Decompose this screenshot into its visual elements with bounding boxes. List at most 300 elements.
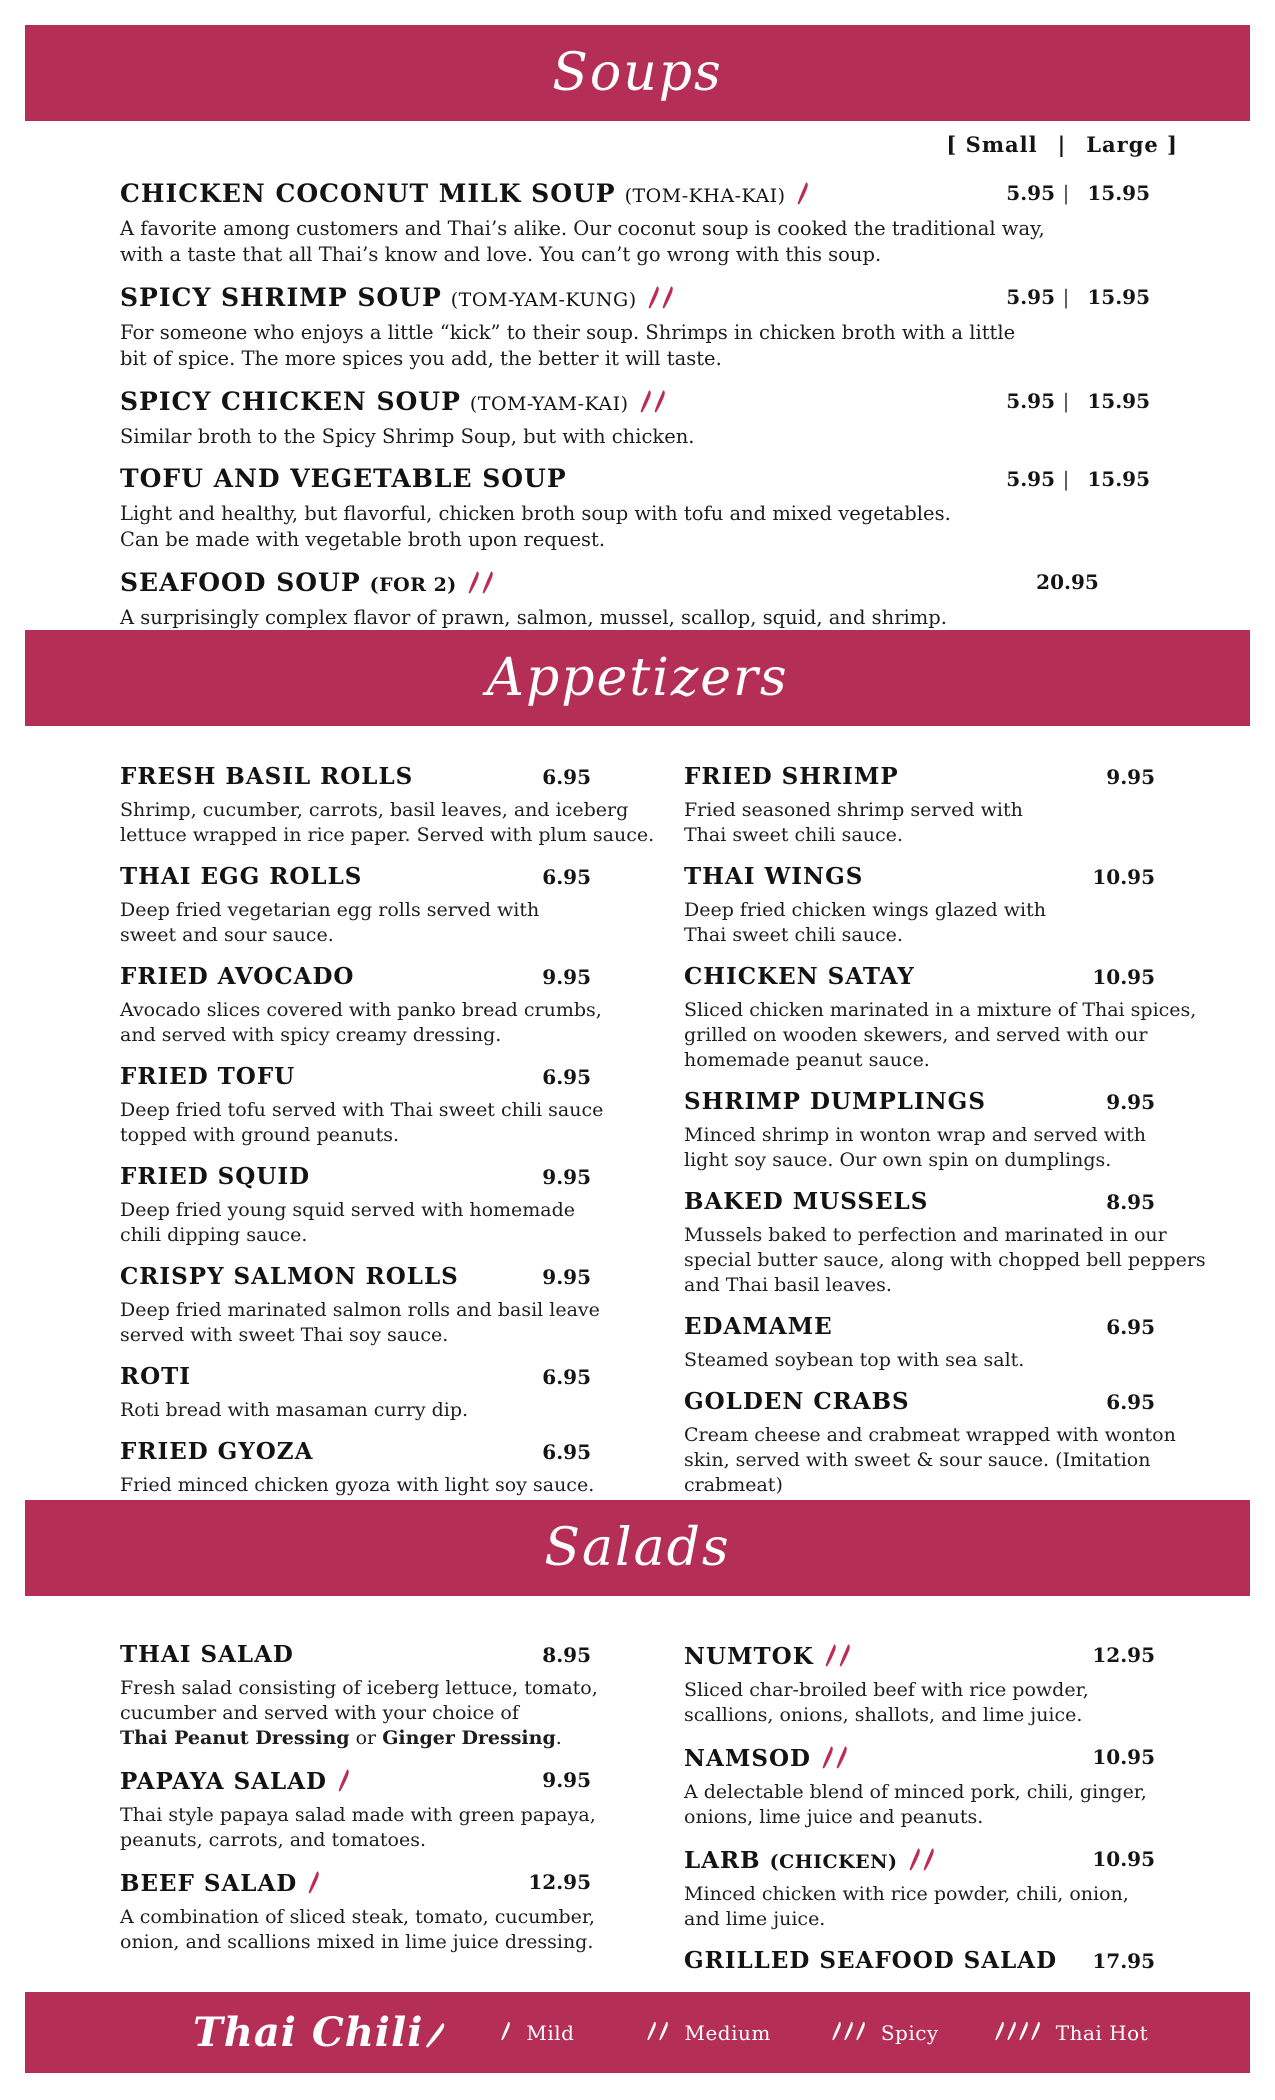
price: 6.95 [542, 1365, 591, 1389]
menu-item-header [684, 962, 1155, 994]
menu-item-header [684, 762, 1155, 794]
chili-pepper-icon [646, 2021, 656, 2042]
menu-item-header [684, 1087, 1155, 1119]
legend-item-mild [500, 2020, 574, 2045]
price-small: 5.95 [1006, 181, 1055, 205]
menu-item-title [120, 464, 567, 497]
item-description-line: with a taste that all Thai’s know and love. You can’t go wrong with this soup. [120, 243, 882, 266]
item-description-line: peanuts, carrots, and tomatoes. [120, 1829, 427, 1851]
menu-item-description [120, 1398, 591, 1423]
menu-item-header [120, 1262, 591, 1294]
size-header-separator: | [1057, 132, 1067, 157]
menu-item-name: NAMSOD [684, 1745, 811, 1772]
menu-item [120, 1262, 600, 1348]
price: 9.95 [542, 1165, 591, 1189]
item-description-line: lettuce wrapped in rice paper. Served with plum sauce. [120, 824, 655, 846]
menu-item [684, 762, 1155, 848]
price: 10.95 [1092, 965, 1155, 989]
price: 9.95 [1106, 1090, 1155, 1114]
price: 8.95 [542, 1643, 591, 1667]
spice-level-indicator [824, 1640, 852, 1674]
price-small: 5.95 [1006, 285, 1055, 309]
menu-item-description [120, 898, 591, 948]
spice-level-indicator [647, 282, 675, 316]
section-title-appetizers: Appetizers [486, 648, 789, 708]
item-description-line [120, 1726, 591, 1751]
menu-item-title [120, 1162, 310, 1194]
desc-bold-segment: Ginger Dressing [382, 1727, 556, 1749]
item-description-line: sweet and sour sauce. [120, 924, 334, 946]
price-small: 5.95 [1006, 467, 1055, 491]
chili-pepper-icon [661, 286, 673, 310]
menu-item-title [120, 962, 354, 994]
item-description-line: chili dipping sauce. [120, 1224, 308, 1246]
menu-item-name: SPICY SHRIMP SOUP [120, 283, 442, 312]
item-description-line: light soy sauce. Our own spin on dumplings. [684, 1149, 1112, 1171]
item-description-line: Deep fried marinated salmon rolls and basil leave [120, 1299, 600, 1321]
menu-item-title [684, 1312, 833, 1344]
logo-text: Thai Chili [193, 2009, 424, 2056]
spice-level-indicator [307, 1867, 321, 1901]
menu-item-subname: (CHICKEN) [769, 1851, 898, 1873]
menu-item-subname: (TOM-KHA-KAI) [624, 185, 786, 207]
appetizers-column-2 [684, 762, 1206, 1512]
item-description-line: Mussels baked to perfection and marinated in our [684, 1224, 1167, 1246]
menu-item-name: FRIED SHRIMP [684, 763, 899, 790]
menu-item-name: FRIED GYOZA [120, 1438, 314, 1465]
chili-pepper-icon [796, 182, 808, 206]
menu-item-title [120, 1362, 191, 1394]
menu-item [120, 1437, 595, 1498]
menu-item-header [120, 567, 1150, 601]
item-description-line: onions, lime juice and peanuts. [684, 1806, 984, 1828]
legend-item-medium [646, 2020, 770, 2045]
legend-label: Thai Hot [1055, 2020, 1149, 2045]
menu-item [684, 962, 1197, 1073]
menu-item-title [684, 1946, 1057, 1978]
menu-item [684, 1844, 1155, 1932]
menu-item-description [120, 1905, 595, 1955]
menu-item [120, 1765, 596, 1853]
item-description-line: Thai sweet chili sauce. [684, 924, 903, 946]
menu-item-header [120, 962, 591, 994]
menu-item [684, 1187, 1206, 1298]
price-large: 15.95 [1087, 389, 1150, 413]
menu-item-name: GRILLED SEAFOOD SALAD [684, 1947, 1058, 1974]
price: 6.95 [1106, 1315, 1155, 1339]
menu-item-subname: (TOM-YAM-KAI) [469, 393, 629, 415]
menu-item-description [684, 1348, 1155, 1373]
item-description-line: Roti bread with masaman curry dip. [120, 1399, 469, 1421]
item-description-line: skin, served with sweet & sour sauce. (Imitation [684, 1449, 1151, 1471]
menu-item-description [684, 1678, 1155, 1728]
menu-item-description [120, 501, 1150, 553]
chili-pepper-icon [821, 1746, 833, 1770]
spice-level-indicator [821, 1742, 849, 1776]
price-row [985, 282, 1150, 312]
item-description-line: Thai sweet chili sauce. [684, 824, 903, 846]
menu-item-header [120, 1437, 591, 1469]
item-description-line: and lime juice. [684, 1908, 826, 1930]
price-small: 5.95 [1006, 389, 1055, 413]
price: 17.95 [1092, 1949, 1155, 1973]
chili-pepper-icon [835, 1746, 847, 1770]
menu-item-header [120, 1062, 591, 1094]
item-description-line: homemade peanut sauce. [684, 1049, 930, 1071]
menu-item [684, 862, 1155, 948]
menu-item-name: LARB [684, 1847, 761, 1874]
menu-item-header [120, 282, 1150, 316]
menu-item-header [120, 1867, 591, 1901]
menu-item-description [120, 1803, 596, 1853]
price-large: 15.95 [1087, 285, 1150, 309]
menu-item-header [684, 862, 1155, 894]
menu-item [120, 282, 1150, 372]
section-banner-appetizers [25, 630, 1250, 726]
menu-item-description [684, 1123, 1155, 1173]
chili-pepper-icon [307, 1871, 319, 1895]
menu-item-description [120, 998, 602, 1048]
menu-item-title [120, 1062, 295, 1094]
item-description-line: bit of spice. The more spices you add, the better it will taste. [120, 347, 722, 370]
menu-item-header [120, 386, 1150, 420]
menu-item [684, 1946, 1155, 1978]
menu-item [120, 386, 1150, 450]
menu-item-name: FRIED AVOCADO [120, 963, 355, 990]
chili-pepper-icon [843, 2021, 853, 2042]
legend-label: Medium [684, 2020, 771, 2045]
item-description-line: A favorite among customers and Thai’s alike. Our coconut soup is cooked the traditional way, [120, 217, 1045, 240]
chili-pepper-icon [994, 2021, 1004, 2042]
menu-item-name: SPICY CHICKEN SOUP [120, 387, 461, 416]
menu-item-description [684, 998, 1197, 1073]
price: 9.95 [542, 1265, 591, 1289]
section-title-salads: Salads [544, 1518, 731, 1578]
item-description-line: and Thai basil leaves. [684, 1274, 892, 1296]
menu-item-description [684, 1423, 1176, 1498]
menu-item [684, 1742, 1155, 1830]
menu-item [120, 1362, 591, 1423]
item-description-line: Can be made with vegetable broth upon request. [120, 528, 606, 551]
chili-pepper-icon [855, 2021, 865, 2042]
menu-item-name: ROTI [120, 1363, 192, 1390]
menu-item-description [120, 1473, 595, 1498]
menu-item-name: THAI SALAD [120, 1641, 294, 1668]
salads-columns [120, 1640, 1155, 1992]
chili-pepper-icon [908, 1848, 920, 1872]
item-description-line: For someone who enjoys a little “kick” to their soup. Shrimps in chicken broth with a little [120, 321, 1016, 344]
chili-pepper-icon [1006, 2021, 1016, 2042]
menu-item-header [120, 1640, 591, 1672]
desc-segment: . [555, 1727, 562, 1749]
chili-pepper-icon [500, 2021, 510, 2042]
spice-level-indicator [467, 567, 495, 601]
menu-item [120, 464, 1150, 553]
chili-pepper-icon [1030, 2021, 1040, 2042]
legend-label: Spicy [880, 2020, 939, 2045]
menu-item-header [684, 1742, 1155, 1776]
menu-item-description [120, 1098, 604, 1148]
menu-item-name: TOFU AND VEGETABLE SOUP [120, 464, 567, 493]
menu-item-description [120, 320, 1150, 372]
chili-pepper-icon [337, 1769, 349, 1793]
item-description-line: served with sweet Thai soy sauce. [120, 1324, 449, 1346]
section-banner-salads [25, 1500, 1250, 1596]
chili-pepper-icon [831, 2021, 841, 2042]
item-description-line: Sliced chicken marinated in a mixture of Thai spices, [684, 999, 1197, 1021]
menu-item-description [684, 1882, 1155, 1932]
menu-item-description [120, 798, 655, 848]
menu-item-title [120, 1765, 351, 1799]
price-large: 15.95 [1087, 181, 1150, 205]
chili-pepper-icon [647, 286, 659, 310]
item-description-line: Fried seasoned shrimp served with [684, 799, 1023, 821]
menu-item [120, 1162, 591, 1248]
menu-item [120, 1867, 595, 1955]
soups-item-list [120, 178, 1150, 645]
menu-item-name: CHICKEN SATAY [684, 963, 915, 990]
price-separator: | [1062, 181, 1070, 205]
price: 10.95 [1092, 1847, 1155, 1871]
desc-segment: or [349, 1727, 383, 1749]
spice-legend [445, 2020, 1148, 2045]
menu-item-description [120, 605, 1150, 631]
price: 12.95 [528, 1870, 591, 1894]
legend-label: Mild [526, 2020, 575, 2045]
menu-item [120, 862, 591, 948]
item-description-line: Avocado slices covered with panko bread crumbs, [120, 999, 602, 1021]
item-description-line: Minced chicken with rice powder, chili, onion, [684, 1883, 1129, 1905]
spice-level-indicator [908, 1844, 936, 1878]
footer-banner [25, 1992, 1250, 2073]
desc-bold-segment: Thai Peanut Dressing [120, 1727, 350, 1749]
menu-item-title [120, 862, 362, 894]
menu-item [120, 962, 602, 1048]
menu-item-name: GOLDEN CRABS [684, 1388, 910, 1415]
item-description-line: Light and healthy, but flavorful, chicken broth soup with tofu and mixed vegetables. [120, 502, 951, 525]
item-description-line: Fried minced chicken gyoza with light soy sauce. [120, 1474, 595, 1496]
item-description-line: A delectable blend of minced pork, chili, ginger, [684, 1781, 1147, 1803]
spice-level-indicator [831, 2020, 867, 2045]
item-description-line: crabmeat) [684, 1474, 783, 1496]
menu-item-title [120, 386, 667, 420]
item-description-line: Minced shrimp in wonton wrap and served with [684, 1124, 1146, 1146]
item-description-line: Deep fried chicken wings glazed with [684, 899, 1046, 921]
price: 12.95 [1092, 1643, 1155, 1667]
price: 10.95 [1092, 865, 1155, 889]
menu-item-name: BAKED MUSSELS [684, 1188, 929, 1215]
item-description-line: scallions, onions, shallots, and lime juice. [684, 1704, 1083, 1726]
item-description-line: and served with spicy creamy dressing. [120, 1024, 502, 1046]
menu-item-header [120, 178, 1150, 212]
menu-item-description [120, 216, 1150, 268]
menu-item-title [684, 1640, 852, 1674]
menu-item-subname: (TOM-YAM-KUNG) [450, 289, 637, 311]
menu-item-name: CRISPY SALMON ROLLS [120, 1263, 459, 1290]
price-large: 15.95 [1087, 467, 1150, 491]
menu-item-header [120, 1362, 591, 1394]
item-description-line: Shrimp, cucumber, carrots, basil leaves, and iceberg [120, 799, 629, 821]
spice-level-indicator [994, 2020, 1042, 2045]
menu-item [684, 1312, 1155, 1373]
item-description-line: cucumber and served with your choice of [120, 1702, 519, 1724]
menu-item-title [684, 1387, 910, 1419]
chili-pepper-icon [1018, 2021, 1028, 2042]
menu-item-title [120, 282, 675, 316]
menu-item-description [684, 798, 1155, 848]
price-row [985, 464, 1150, 494]
spice-level-indicator [639, 386, 667, 420]
chili-pepper-icon [922, 1848, 934, 1872]
menu-item-description [120, 1198, 591, 1248]
menu-item [120, 1062, 604, 1148]
menu-item-title [120, 567, 495, 601]
size-header-large: Large ] [1086, 132, 1178, 157]
price-row [985, 386, 1150, 416]
menu-item [684, 1387, 1176, 1498]
salads-column-1 [120, 1640, 598, 1992]
menu-item-subname: (FOR 2) [369, 574, 457, 596]
menu-item-title [684, 1187, 928, 1219]
menu-item-name: FRIED SQUID [120, 1163, 311, 1190]
item-description-line: Deep fried vegetarian egg rolls served with [120, 899, 540, 921]
chili-pepper-icon [838, 1644, 850, 1668]
chili-pepper-icon [658, 2021, 668, 2042]
menu-item-header [120, 1162, 591, 1194]
price: 20.95 [1036, 570, 1099, 594]
price-row [985, 567, 1150, 597]
menu-item-header [684, 1640, 1155, 1674]
chili-pepper-icon [653, 390, 665, 414]
menu-item-header [120, 762, 591, 794]
price: 9.95 [1106, 765, 1155, 789]
menu-item-title [120, 178, 810, 212]
menu-item [120, 567, 1150, 631]
size-header [946, 132, 1178, 157]
spice-level-indicator [796, 178, 810, 212]
item-description-line: A surprisingly complex flavor of prawn, salmon, mussel, scallop, squid, and shrimp. [120, 606, 947, 629]
chili-pepper-icon [481, 571, 493, 595]
item-description-line: A combination of sliced steak, tomato, cucumber, [120, 1906, 595, 1928]
menu-item-header [684, 1844, 1155, 1878]
menu-item-description [684, 1780, 1155, 1830]
item-description-line: Sliced char-broiled beef with rice powder, [684, 1679, 1089, 1701]
spice-level-indicator [337, 1765, 351, 1799]
menu-item-header [684, 1387, 1155, 1419]
menu-item-header [120, 1765, 591, 1799]
menu-item-title [684, 962, 915, 994]
menu-item-description [120, 1298, 600, 1348]
chili-pepper-icon [467, 571, 479, 595]
menu-item [120, 1640, 598, 1751]
menu-item-title [684, 1742, 849, 1776]
menu-item-title [684, 1844, 936, 1878]
price: 6.95 [542, 1065, 591, 1089]
price-row [985, 178, 1150, 208]
restaurant-logo [193, 2009, 445, 2056]
menu-item-name: FRIED TOFU [120, 1063, 296, 1090]
menu-item-name: THAI EGG ROLLS [120, 863, 363, 890]
menu-item-header [684, 1187, 1155, 1219]
spice-level-indicator [500, 2020, 512, 2045]
price-separator: | [1062, 285, 1070, 309]
menu-item-name: THAI WINGS [684, 863, 864, 890]
price: 6.95 [542, 1440, 591, 1464]
appetizers-column-1 [120, 762, 655, 1512]
menu-item-name: PAPAYA SALAD [120, 1768, 328, 1795]
price-separator: | [1062, 389, 1070, 413]
salads-column-2 [684, 1640, 1155, 1992]
item-description-line: topped with ground peanuts. [120, 1124, 400, 1146]
chili-pepper-icon [824, 1644, 836, 1668]
menu-item-header [120, 464, 1150, 497]
menu-item-title [120, 1640, 294, 1672]
menu-item-title [684, 862, 863, 894]
menu-item [120, 762, 655, 848]
menu-item-description [684, 898, 1155, 948]
section-banner-soups [25, 25, 1250, 121]
menu-item-header [120, 862, 591, 894]
menu-item-title [684, 1087, 986, 1119]
price: 6.95 [1106, 1390, 1155, 1414]
menu-item-title [120, 1867, 321, 1901]
item-description-line: Steamed soybean top with sea salt. [684, 1349, 1025, 1371]
spice-level-indicator [646, 2020, 670, 2045]
item-description-line: Deep fried young squid served with homemade [120, 1199, 576, 1221]
menu-item-header [684, 1946, 1155, 1978]
item-description-line: Thai style papaya salad made with green papaya, [120, 1804, 596, 1826]
item-description-line: Deep fried tofu served with Thai sweet chili sauce [120, 1099, 604, 1121]
price: 6.95 [542, 765, 591, 789]
menu-item-description [120, 1676, 598, 1751]
chili-pepper-icon [639, 390, 651, 414]
appetizers-columns [120, 762, 1206, 1512]
menu-item-description [120, 424, 1150, 450]
menu-item-title [684, 762, 899, 794]
menu-item-name: CHICKEN COCONUT MILK SOUP [120, 179, 616, 208]
legend-item-spicy [831, 2020, 939, 2045]
item-description-line: onion, and scallions mixed in lime juice dressing. [120, 1931, 594, 1953]
price: 8.95 [1106, 1190, 1155, 1214]
item-description-line: Cream cheese and crabmeat wrapped with wonton [684, 1424, 1176, 1446]
menu-item [120, 178, 1150, 268]
price: 6.95 [542, 865, 591, 889]
price-separator: | [1062, 467, 1070, 491]
menu-item [684, 1640, 1155, 1728]
menu-item [684, 1087, 1155, 1173]
legend-item-thai-hot [994, 2020, 1148, 2045]
size-header-small: [ Small [946, 132, 1038, 157]
price: 10.95 [1092, 1745, 1155, 1769]
menu-item-header [684, 1312, 1155, 1344]
section-title-soups: Soups [552, 43, 723, 103]
menu-item-title [120, 1262, 459, 1294]
menu-item-title [120, 1437, 313, 1469]
menu-item-name: FRESH BASIL ROLLS [120, 763, 414, 790]
menu-item-title [120, 762, 413, 794]
item-description-line: grilled on wooden skewers, and served with our [684, 1024, 1148, 1046]
menu-item-name: BEEF SALAD [120, 1870, 298, 1897]
menu-item-name: SHRIMP DUMPLINGS [684, 1088, 986, 1115]
item-description-line: Similar broth to the Spicy Shrimp Soup, but with chicken. [120, 425, 695, 448]
menu-item-name: EDAMAME [684, 1313, 833, 1340]
price: 9.95 [542, 1768, 591, 1792]
chili-pepper-icon [423, 2019, 446, 2052]
price: 9.95 [542, 965, 591, 989]
menu-item-name: NUMTOK [684, 1643, 814, 1670]
item-description-line: special butter sauce, along with chopped bell peppers [684, 1249, 1206, 1271]
item-description-line: Fresh salad consisting of iceberg lettuce, tomato, [120, 1677, 598, 1699]
